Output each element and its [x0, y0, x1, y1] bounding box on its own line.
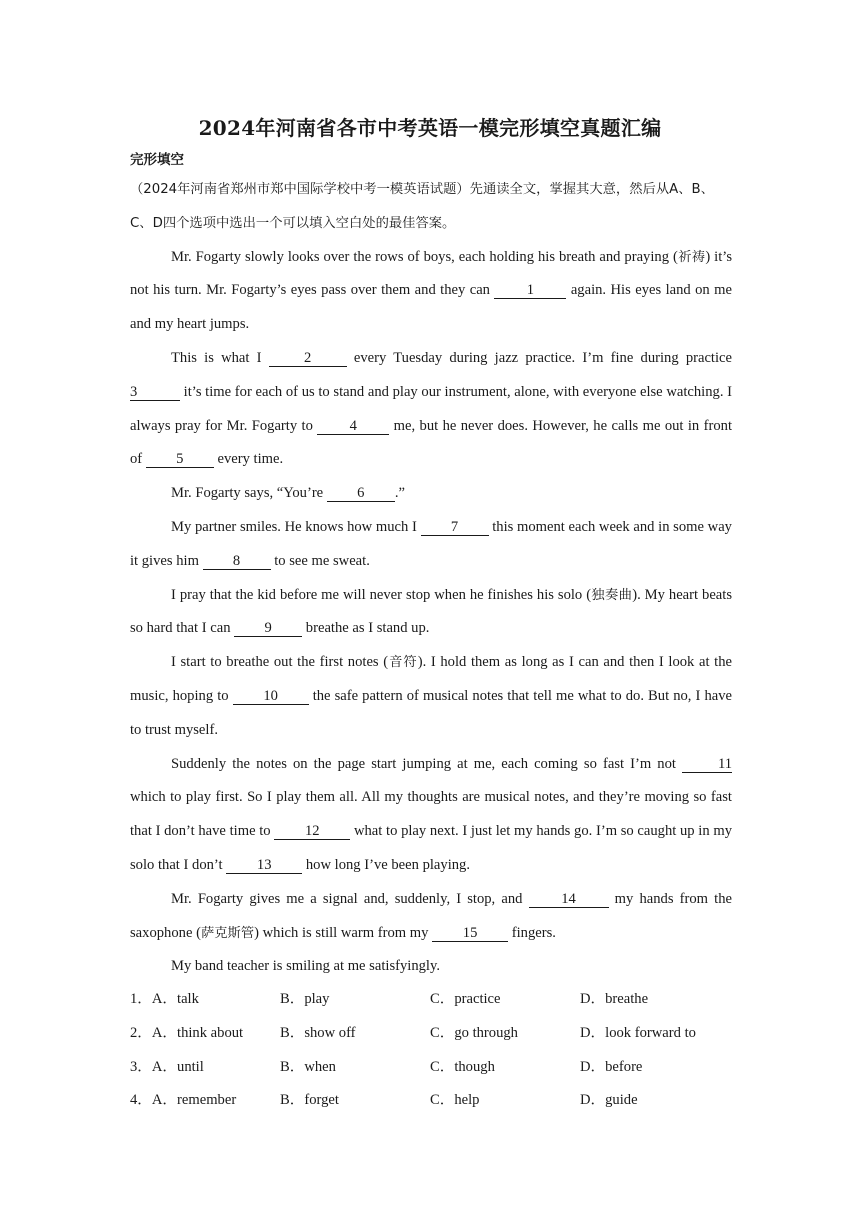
section-heading: 完形填空 [130, 152, 184, 168]
document-title: 2024年河南省各市中考英语一模完形填空真题汇编 [198, 116, 662, 140]
option-c: C．go through [430, 1024, 518, 1041]
blank-5: 5 [146, 451, 214, 468]
question-1-options [130, 983, 732, 1017]
question-3-options [130, 1051, 732, 1085]
paragraph-3: Mr. Fogarty says, “You’re 6 .” [171, 485, 405, 502]
passage [130, 173, 732, 984]
blank-4: 4 [317, 418, 389, 435]
blank-9: 9 [234, 620, 302, 637]
option-d: D．breathe [580, 991, 649, 1007]
option-c: C．though [430, 1058, 495, 1075]
option-b: B．show off [280, 1024, 356, 1041]
question-4-options [130, 1084, 732, 1118]
blank-13: 13 [226, 857, 302, 874]
paragraph-1: Mr. Fogarty slowly looks over the rows of boys, each holding his breath and praying (祈祷) it’s not his turn. Mr. Fogarty’s eyes pass over them and they can 1 again. His eyes land on me and my heart jumps. [130, 248, 733, 333]
option-a: 3．A．until [130, 1058, 204, 1075]
paragraph-2: This is what I 2 every Tuesday during jazz practice. I’m fine during practice 3 it’s time for each of us to stand and play our instrument, alone, with everyone else watching. I always pray for Mr. Fogarty to 4 me, but he never does. However, he calls me out in front of 5 every time. [130, 349, 732, 468]
blank-12: 12 [274, 823, 350, 840]
option-c: C．help [430, 1092, 480, 1109]
paragraph-6: I start to breathe out the first notes (音符). I hold them as long as I can and then I look at the music, hoping to 10 the safe pattern of musical notes that tell me what to do. But no, I have to trust myself. [130, 654, 732, 738]
option-a: 4．A．remember [130, 1092, 237, 1109]
blank-1: 1 [494, 282, 566, 299]
option-a: 1．A．talk [130, 991, 199, 1007]
options-list [130, 983, 732, 1118]
paragraph-9: My band teacher is smiling at me satisfyingly. [171, 958, 440, 975]
option-c: C．practice [430, 991, 501, 1007]
option-b: B．forget [280, 1092, 339, 1109]
blank-15: 15 [432, 925, 508, 942]
blank-8: 8 [203, 553, 271, 570]
option-d: D．before [580, 1058, 643, 1075]
blank-6: 6 [327, 485, 395, 502]
option-a: 2．A．think about [130, 1024, 244, 1041]
intro-text: （2024年河南省郑州市郑中国际学校中考一模英语试题）先通读全文，掌握其大意，然后从A、B、C、D四个选项中选出一个可以填入空白处的最佳答案。 [130, 182, 714, 231]
blank-7: 7 [421, 519, 489, 536]
option-d: D．guide [580, 1092, 638, 1109]
question-2-options [130, 1017, 732, 1051]
blank-11: 11 [682, 756, 732, 773]
paragraph-7: Suddenly the notes on the page start jumping at me, each coming so fast I’m not 11 which to play first. So I play them all. All my thoughts are musical notes, and they’re moving so fast that I don’t have time to 12 what to play next. I just let my hands go. I’m so caught up in my solo that I don’t 13 how long I’ve been playing. [130, 755, 732, 873]
paragraph-8: Mr. Fogarty gives me a signal and, suddenly, I stop, and 14 my hands from the saxophone (萨克斯管) which is still warm from my 15 fingers. [130, 890, 732, 941]
paragraph-4: My partner smiles. He knows how much I 7 this moment each week and in some way it gives him 8 to see me sweat. [130, 518, 732, 569]
blank-14: 14 [529, 891, 609, 908]
option-b: B．play [280, 991, 330, 1007]
option-d: D．look forward to [580, 1024, 696, 1041]
paragraph-5: I pray that the kid before me will never stop when he finishes his solo (独奏曲). My heart beats so hard that I can 9 breathe as I stand up. [130, 586, 733, 637]
blank-3: 3 [130, 384, 180, 401]
option-b: B．when [280, 1058, 336, 1075]
blank-2: 2 [269, 350, 347, 367]
blank-10: 10 [233, 688, 309, 705]
